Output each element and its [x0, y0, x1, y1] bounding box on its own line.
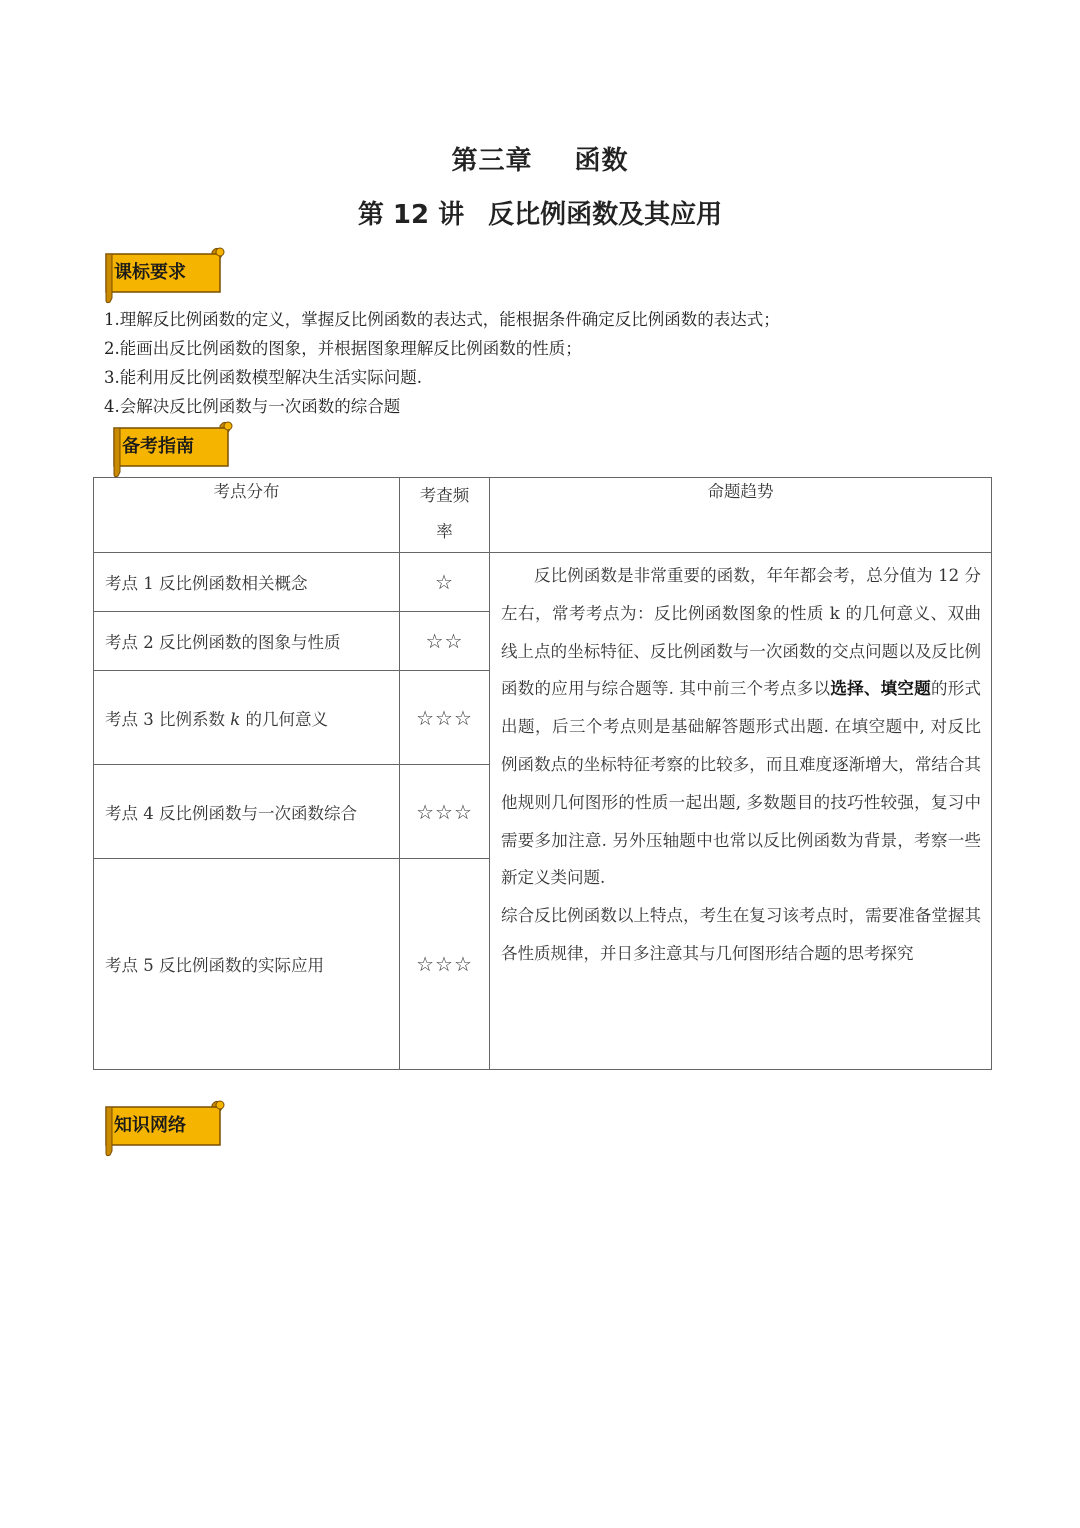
lecture-title — [0, 194, 1080, 231]
exam-points-table — [93, 477, 992, 1070]
chapter-title — [0, 140, 1080, 177]
requirement-item: 4.会解决反比例函数与一次函数的综合题 — [104, 397, 401, 416]
exam-point-cell: 考点 2 反比例函数的图象与性质 — [94, 612, 400, 671]
trend-emphasis: 选择、填空题 — [830, 679, 931, 699]
frequency-stars: ☆☆☆ — [400, 765, 490, 859]
frequency-stars: ☆☆☆ — [400, 859, 490, 1070]
banner-guide — [110, 420, 234, 480]
frequency-stars: ☆☆☆ — [400, 671, 490, 765]
banner-network — [102, 1099, 226, 1159]
requirement-item: 1.理解反比例函数的定义，掌握反比例函数的表达式，能根据条件确定反比例函数的表达式； — [104, 310, 780, 329]
banner-guide-label: 备考指南 — [122, 436, 194, 457]
lecture-number: 第 12 讲 — [357, 200, 465, 230]
chapter-number: 第三章 — [451, 146, 533, 176]
requirement-item: 2.能画出反比例函数的图象，并根据图象理解反比例函数的性质； — [104, 339, 582, 358]
trend-cell — [490, 553, 992, 1070]
table-row — [94, 553, 992, 612]
banner-network-label: 知识网络 — [114, 1115, 186, 1136]
lecture-topic: 反比例函数及其应用 — [488, 200, 723, 230]
requirement-item: 3.能利用反比例函数模型解决生活实际问题. — [104, 368, 422, 387]
frequency-stars: ☆ — [400, 553, 490, 612]
exam-point-cell: 考点 4 反比例函数与一次函数综合 — [94, 765, 400, 859]
banner-curriculum-label: 课标要求 — [114, 262, 186, 283]
requirements-list — [104, 305, 1004, 421]
exam-point-cell: 考点 1 反比例函数相关概念 — [94, 553, 400, 612]
trend-paragraph-1: 反比例函数是非常重要的函数，年年都会考，总分值为 12 分左右，常考考点为：反比例函数图象的性质 k 的几何意义、双曲线上点的坐标特征、反比例函数与一次函数的交点问题以及反比例函数的应用与综合题等. 其中前三个考点多以选择、填空题的形式出题，后三个考点则是基础解答题形式出题. 在填空题中, 对反比例函数点的坐标特征考察的比较多，而且难度逐渐增大，常结合其他规则几何图形的性质一起出题, 多数题目的技巧性较强，复习中需要多加注意. 另外压轴题中也常以反比例函数为背景，考察一些新定义类问题. — [501, 566, 982, 888]
header-points: 考点分布 — [94, 478, 400, 553]
chapter-topic: 函数 — [574, 146, 629, 176]
trend-paragraph-2: 综合反比例函数以上特点，考生在复习该考点时，需要准备堂握其各性质规律，并日多注意其与几何图形结合题的思考探究 — [501, 906, 981, 963]
banner-curriculum — [102, 246, 226, 306]
header-trend: 命题趋势 — [490, 478, 992, 553]
frequency-stars: ☆☆ — [400, 612, 490, 671]
exam-point-cell: 考点 5 反比例函数的实际应用 — [94, 859, 400, 1070]
header-frequency: 考查频 率 — [400, 478, 490, 553]
table-header-row — [94, 478, 992, 553]
exam-point-cell: 考点 3 比例系数 k 的几何意义 — [94, 671, 400, 765]
